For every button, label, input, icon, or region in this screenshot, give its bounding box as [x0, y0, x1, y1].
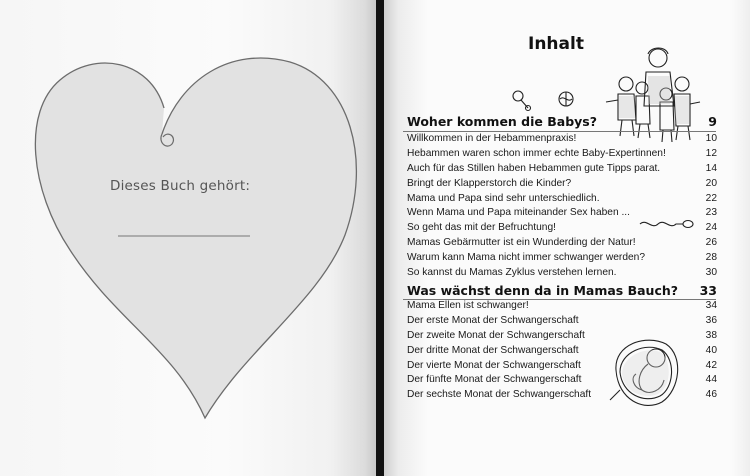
toc-entry-title: Der zweite Monat der Schwangerschaft	[407, 329, 585, 341]
toc-entry-title: Warum kann Mama nicht immer schwanger werden?	[407, 252, 645, 264]
toc-title: Inhalt	[528, 34, 584, 54]
toc-entry-page: 22	[705, 192, 717, 204]
toc-section-1[interactable]	[407, 114, 717, 130]
toc-entry-page: 23	[705, 207, 717, 219]
heart-shape	[35, 58, 356, 418]
toc-section-2-title: Was wächst denn da in Mamas Bauch?	[407, 283, 679, 298]
toc-entry[interactable]	[407, 192, 717, 207]
toc-entry-title: Der fünfte Monat der Schwangerschaft	[407, 374, 582, 386]
toc-entry[interactable]	[407, 266, 717, 281]
toc-section-2-page: 33	[699, 283, 717, 298]
toc-section-2[interactable]	[407, 283, 717, 299]
toc-entry-page: 24	[705, 222, 717, 234]
toc-entry-page: 30	[705, 267, 717, 279]
toc-entry-page: 44	[705, 374, 717, 386]
toc-entry-page: 28	[705, 252, 717, 264]
toc-entry-title: Willkommen in der Hebammenpraxis!	[407, 133, 577, 144]
toc-entry-page: 14	[705, 162, 717, 174]
book-gutter	[376, 0, 384, 476]
toc-entry-title: Hebammen waren schon immer echte Baby-Expertinnen!	[407, 147, 666, 159]
toc-entry-title: Auch für das Stillen haben Hebammen gute Tipps parat.	[407, 162, 661, 174]
toc-entry-title: Mama und Papa sind sehr unterschiedlich.	[407, 192, 600, 204]
toc-entry[interactable]	[407, 162, 717, 177]
toc-entry[interactable]	[407, 132, 717, 147]
toc-section-1-title: Woher kommen die Babys?	[407, 114, 597, 129]
toc-entry-page: 34	[705, 300, 717, 311]
toc-entry[interactable]	[407, 147, 717, 162]
owner-label: Dieses Buch gehört:	[110, 178, 251, 194]
toc-section-1-page: 9	[708, 114, 717, 129]
toc-entry-page: 12	[705, 147, 717, 159]
toc-entry[interactable]	[407, 299, 717, 314]
toc-entry-title: Der erste Monat der Schwangerschaft	[407, 314, 579, 326]
toc-entry-title: Der dritte Monat der Schwangerschaft	[407, 344, 579, 356]
toc-entry-title: Mamas Gebärmutter ist ein Wunderding der Natur!	[407, 237, 636, 249]
toc-entry-page: 46	[705, 389, 717, 401]
toc-entry-title: So geht das mit der Befruchtung!	[407, 222, 556, 234]
toc-entry[interactable]	[407, 177, 717, 192]
toc-entry-title: Mama Ellen ist schwanger!	[407, 300, 529, 311]
toc-entry-title: So kannst du Mamas Zyklus verstehen lernen.	[407, 267, 617, 279]
toc-entry[interactable]	[407, 236, 717, 251]
toc-entry-title: Der vierte Monat der Schwangerschaft	[407, 359, 581, 371]
toc-entry-page: 20	[705, 177, 717, 189]
toc-entry-page: 10	[705, 133, 717, 144]
sperm-illustration	[638, 216, 694, 232]
toc-entry-title: Der sechste Monat der Schwangerschaft	[407, 389, 592, 401]
toc-entry-title: Wenn Mama und Papa miteinander Sex haben ...	[407, 207, 630, 219]
toc-entry[interactable]	[407, 314, 717, 329]
toc-entry-page: 38	[705, 329, 717, 341]
fetus-illustration	[606, 330, 684, 410]
toc-entry-page: 40	[705, 344, 717, 356]
toc-entry[interactable]	[407, 251, 717, 266]
toc-entry-page: 42	[705, 359, 717, 371]
toc-entry-title: Bringt der Klapperstorch die Kinder?	[407, 177, 572, 189]
rattle-ball-illustration	[508, 88, 578, 112]
toc-entry-page: 26	[705, 237, 717, 249]
toc-entry-page: 36	[705, 314, 717, 326]
toc-section-1-entries	[407, 132, 717, 281]
